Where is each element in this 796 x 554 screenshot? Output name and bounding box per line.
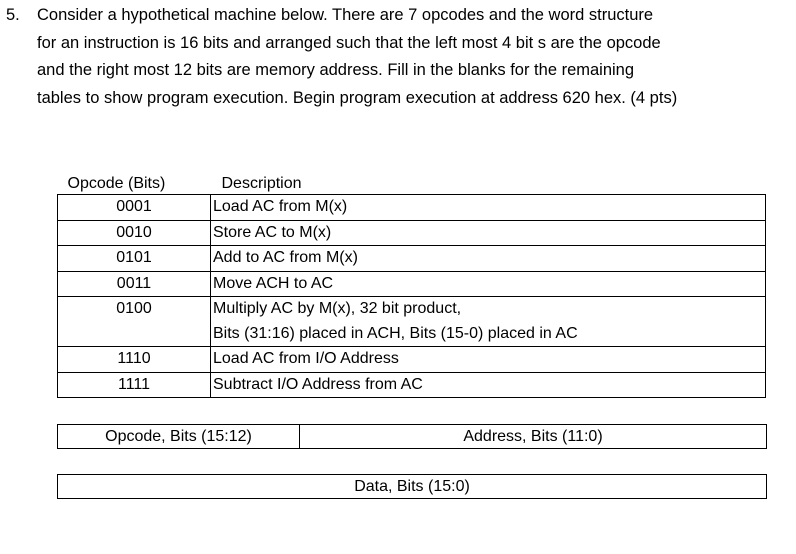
table-row xyxy=(58,220,766,246)
description-cell xyxy=(211,297,766,347)
table-row xyxy=(58,246,766,272)
data-field: Data, Bits (15:0) xyxy=(354,478,470,495)
address-field: Address, Bits (11:0) xyxy=(463,428,603,445)
table-row xyxy=(58,297,766,347)
table-row xyxy=(58,347,766,373)
description-cell xyxy=(211,372,766,398)
opcode-cell: 1110 xyxy=(58,347,211,373)
description-line: Add to AC from M(x) xyxy=(213,249,358,266)
opcode-cell: 0101 xyxy=(58,246,211,272)
opcode-table-header xyxy=(58,172,766,195)
opcode-field: Opcode, Bits (15:12) xyxy=(58,425,300,448)
question-block xyxy=(6,2,786,112)
description-cell xyxy=(211,347,766,373)
description-line: Multiply AC by M(x), 32 bit product, xyxy=(213,300,462,317)
description-line: Load AC from M(x) xyxy=(213,198,348,215)
description-column-header: Description xyxy=(221,175,302,192)
opcode-column-header: Opcode (Bits) xyxy=(67,175,166,192)
opcode-cell: 0001 xyxy=(58,195,211,221)
opcode-cell: 1111 xyxy=(58,372,211,398)
description-line: Load AC from I/O Address xyxy=(213,350,399,367)
table-row xyxy=(58,372,766,398)
description-cell xyxy=(211,220,766,246)
opcode-cell: 0011 xyxy=(58,271,211,297)
description-cell xyxy=(211,246,766,272)
data-format-box xyxy=(57,474,767,499)
description-cell xyxy=(211,271,766,297)
instruction-format-box xyxy=(57,424,767,449)
description-line: Bits (31:16) placed in ACH, Bits (15-0) placed in AC xyxy=(213,324,578,342)
description-line: Move ACH to AC xyxy=(213,274,334,292)
description-line: Store AC to M(x) xyxy=(213,223,332,241)
table-row xyxy=(58,195,766,221)
description-cell xyxy=(211,195,766,221)
table-row xyxy=(58,271,766,297)
opcode-table xyxy=(57,172,766,398)
opcode-cell: 0100 xyxy=(58,297,211,347)
description-line: Subtract I/O Address from AC xyxy=(213,375,423,393)
question-text: Consider a hypothetical machine below. There are 7 opcodes and the word structure for an instruction is 16 bits and arranged such that the left most 4 bit s are the opcode and the right most 12 bits are memory address. Fill in the blanks for the remaining tables to show program execution. Begin program execution at address 620 hex. (4 pts) xyxy=(37,6,678,107)
question-number: 5. xyxy=(6,6,20,24)
opcode-cell: 0010 xyxy=(58,220,211,246)
